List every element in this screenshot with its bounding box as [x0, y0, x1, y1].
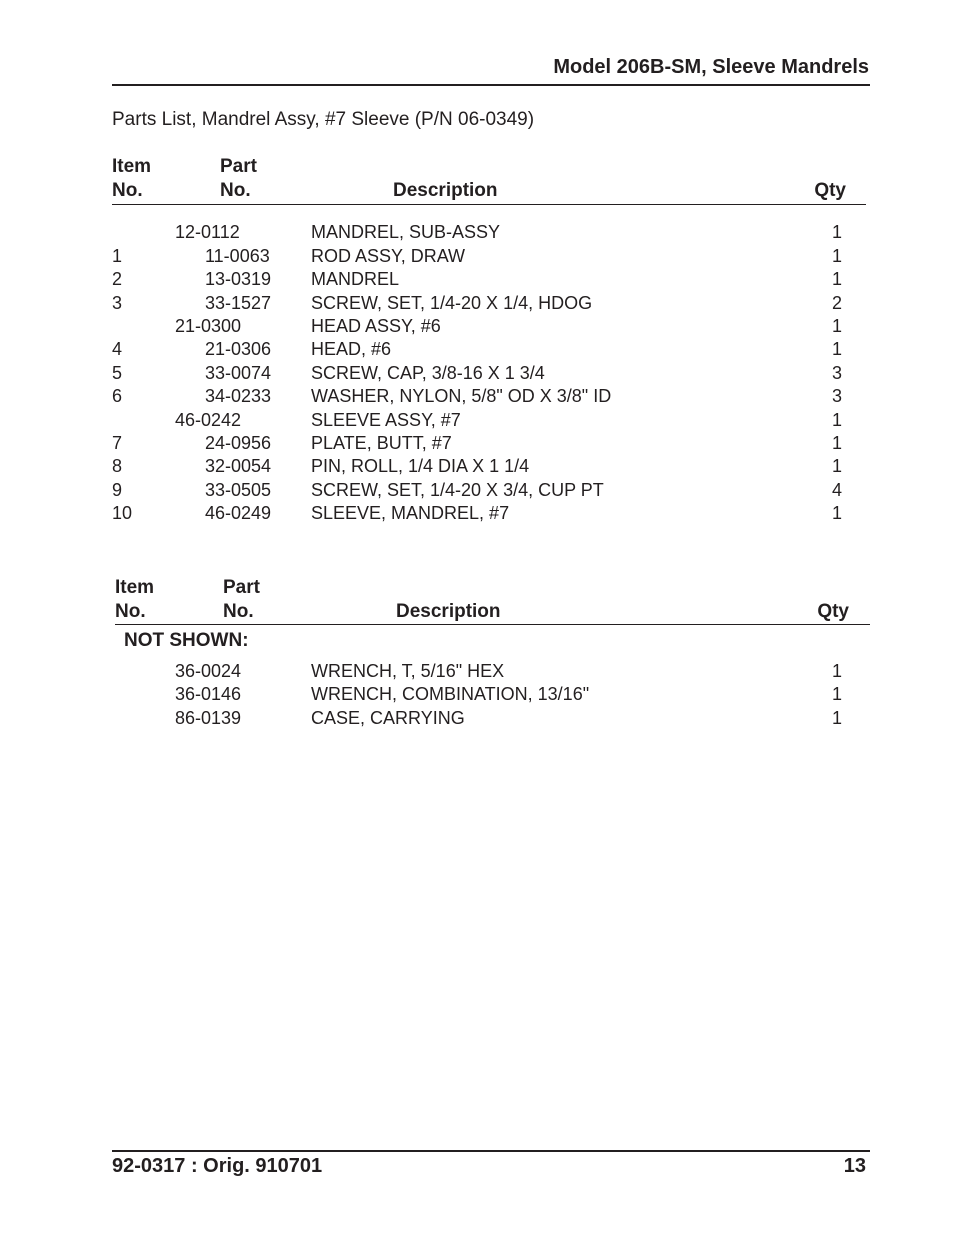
- part-no: 33-0505: [205, 480, 272, 500]
- description: MANDREL: [311, 269, 400, 289]
- table1-header-item-line2: No.: [112, 180, 143, 201]
- table-row: [0, 708, 954, 732]
- qty: 4: [831, 480, 842, 500]
- qty: 1: [831, 222, 842, 242]
- description: PLATE, BUTT, #7: [311, 433, 452, 453]
- table2-header-part-line2: No.: [223, 601, 254, 622]
- item-no: 2: [112, 269, 123, 289]
- parts-list-title: Parts List, Mandrel Assy, #7 Sleeve (P/N 06-0349): [112, 109, 535, 130]
- table-row: [0, 661, 954, 685]
- qty: 3: [831, 386, 842, 406]
- description: CASE, CARRYING: [311, 708, 465, 728]
- qty: 1: [831, 433, 842, 453]
- item-no: 8: [112, 456, 123, 476]
- description: SCREW, CAP, 3/8-16 X 1 3/4: [311, 363, 545, 383]
- item-no: 7: [112, 433, 123, 453]
- table-row: [0, 480, 954, 504]
- table-row: [0, 269, 954, 293]
- table1-header-part-line2: No.: [220, 180, 251, 201]
- table1-header-description: Description: [393, 180, 498, 201]
- part-no: 46-0249: [205, 503, 272, 523]
- part-no: 36-0024: [175, 661, 242, 681]
- table-row: [0, 222, 954, 246]
- table-row: [0, 386, 954, 410]
- description: HEAD ASSY, #6: [311, 316, 441, 336]
- table2-header-qty: Qty: [817, 601, 849, 622]
- part-no: 36-0146: [175, 684, 242, 704]
- item-no: 5: [112, 363, 123, 383]
- part-no: 12-0112: [175, 222, 240, 242]
- table-row: [0, 503, 954, 527]
- not-shown-label: NOT SHOWN:: [124, 630, 249, 651]
- part-no: 34-0233: [205, 386, 272, 406]
- item-no: 4: [112, 339, 123, 359]
- description: SCREW, SET, 1/4-20 X 3/4, CUP PT: [311, 480, 604, 500]
- table-row: [0, 433, 954, 457]
- header-rule: [112, 84, 870, 86]
- table-row: [0, 246, 954, 270]
- description: WRENCH, COMBINATION, 13/16": [311, 684, 590, 704]
- table1-header-part-line1: Part: [220, 156, 257, 177]
- table-row: [0, 684, 954, 708]
- part-no: 11-0063: [205, 246, 270, 266]
- description: SLEEVE ASSY, #7: [311, 410, 461, 430]
- table-row: [0, 316, 954, 340]
- table-row: [0, 410, 954, 434]
- table2-header-part-line1: Part: [223, 577, 260, 598]
- table-row: [0, 456, 954, 480]
- description: PIN, ROLL, 1/4 DIA X 1 1/4: [311, 456, 530, 476]
- part-no: 21-0306: [205, 339, 272, 359]
- part-no: 13-0319: [205, 269, 272, 289]
- part-no: 21-0300: [175, 316, 242, 336]
- item-no: 9: [112, 480, 123, 500]
- item-no: 1: [112, 246, 123, 266]
- qty: 1: [831, 503, 842, 523]
- qty: 1: [831, 339, 842, 359]
- description: WRENCH, T, 5/16" HEX: [311, 661, 505, 681]
- table2-header-description: Description: [396, 601, 501, 622]
- qty: 1: [831, 661, 842, 681]
- document-reference: 92-0317 : Orig. 910701: [112, 1155, 323, 1177]
- description: SCREW, SET, 1/4-20 X 1/4, HDOG: [311, 293, 593, 313]
- part-no: 86-0139: [175, 708, 242, 728]
- table2-header-item-line1: Item: [115, 577, 155, 598]
- qty: 1: [831, 316, 842, 336]
- table-row: [0, 363, 954, 387]
- part-no: 32-0054: [205, 456, 272, 476]
- qty: 3: [831, 363, 842, 383]
- table1-header-qty: Qty: [814, 180, 846, 201]
- qty: 1: [831, 684, 842, 704]
- document-header-title: Model 206B-SM, Sleeve Mandrels: [553, 56, 869, 78]
- item-no: 6: [112, 386, 123, 406]
- item-no: 3: [112, 293, 123, 313]
- qty: 1: [831, 410, 842, 430]
- description: WASHER, NYLON, 5/8" OD X 3/8" ID: [311, 386, 612, 406]
- table2-header-rule: [115, 624, 870, 625]
- page-number: 13: [843, 1155, 866, 1177]
- table1-header-rule: [112, 204, 866, 205]
- description: ROD ASSY, DRAW: [311, 246, 466, 266]
- description: MANDREL, SUB-ASSY: [311, 222, 501, 242]
- table2-header-item-line2: No.: [115, 601, 146, 622]
- qty: 1: [831, 456, 842, 476]
- part-no: 33-0074: [205, 363, 272, 383]
- description: HEAD, #6: [311, 339, 392, 359]
- qty: 2: [831, 293, 842, 313]
- table-row: [0, 339, 954, 363]
- table1-header-item-line1: Item: [112, 156, 152, 177]
- footer-rule: [112, 1150, 870, 1152]
- item-no: 10: [112, 503, 133, 523]
- table-row: [0, 293, 954, 317]
- description: SLEEVE, MANDREL, #7: [311, 503, 510, 523]
- qty: 1: [831, 246, 842, 266]
- part-no: 33-1527: [205, 293, 272, 313]
- part-no: 46-0242: [175, 410, 242, 430]
- qty: 1: [831, 708, 842, 728]
- qty: 1: [831, 269, 842, 289]
- part-no: 24-0956: [205, 433, 272, 453]
